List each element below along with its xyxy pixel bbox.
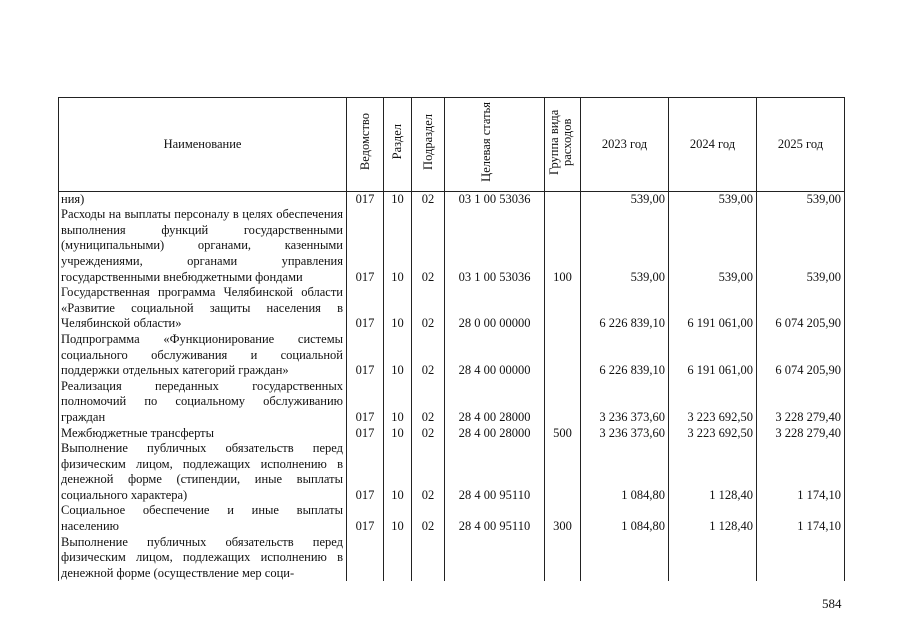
- row-subsection: 02: [412, 332, 445, 379]
- row-expense-group: [545, 191, 581, 207]
- row-target-article: 28 0 00 00000: [445, 285, 545, 332]
- row-subsection: 02: [412, 285, 445, 332]
- row-department: 017: [347, 191, 384, 207]
- row-subsection: 02: [412, 426, 445, 442]
- row-expense-group: [545, 285, 581, 332]
- row-section: 10: [384, 191, 412, 207]
- header-section: Раздел: [384, 98, 412, 192]
- header-year-2023: 2023 год: [581, 98, 669, 192]
- row-department: 017: [347, 379, 384, 426]
- row-subsection: 02: [412, 379, 445, 426]
- row-expense-group: 500: [545, 426, 581, 442]
- row-expense-group: [545, 379, 581, 426]
- row-target-article: 03 1 00 53036: [445, 207, 545, 285]
- row-2024: 539,00: [669, 191, 757, 207]
- row-2025: 3 228 279,40: [757, 379, 845, 426]
- table-row: [59, 207, 845, 285]
- row-name: Реализация переданных государственных полномочий по социальному обслуживанию граждан: [59, 379, 347, 426]
- row-name: ния): [59, 191, 347, 207]
- row-name: Государственная программа Челябинской области «Развитие социальной защиты населения в Челябинской области»: [59, 285, 347, 332]
- row-2025: 3 228 279,40: [757, 426, 845, 442]
- row-2025: 539,00: [757, 207, 845, 285]
- row-expense-group: 100: [545, 207, 581, 285]
- table-row: [59, 426, 845, 442]
- row-2025: [757, 535, 845, 582]
- row-expense-group: [545, 535, 581, 582]
- row-2024: 3 223 692,50: [669, 426, 757, 442]
- row-subsection: 02: [412, 191, 445, 207]
- row-section: 10: [384, 285, 412, 332]
- row-2024: 3 223 692,50: [669, 379, 757, 426]
- row-2024: 6 191 061,00: [669, 332, 757, 379]
- row-target-article: 28 4 00 28000: [445, 426, 545, 442]
- table-row: [59, 285, 845, 332]
- table-row: [59, 191, 845, 207]
- row-2025: 6 074 205,90: [757, 285, 845, 332]
- table-row: [59, 535, 845, 582]
- row-target-article: 03 1 00 53036: [445, 191, 545, 207]
- row-target-article: 28 4 00 28000: [445, 379, 545, 426]
- row-2024: 6 191 061,00: [669, 285, 757, 332]
- row-expense-group: [545, 441, 581, 503]
- row-2024: 539,00: [669, 207, 757, 285]
- row-section: 10: [384, 207, 412, 285]
- row-2023: 539,00: [581, 207, 669, 285]
- row-subsection: 02: [412, 503, 445, 534]
- row-expense-group: [545, 332, 581, 379]
- row-target-article: 28 4 00 00000: [445, 332, 545, 379]
- header-expense-group: Группа вида расходов: [545, 98, 581, 192]
- row-2025: 1 174,10: [757, 441, 845, 503]
- header-subsection: Подраздел: [412, 98, 445, 192]
- row-target-article: 28 4 00 95110: [445, 503, 545, 534]
- page-number: 584: [822, 596, 842, 611]
- row-section: 10: [384, 379, 412, 426]
- header-name: Наименование: [59, 98, 347, 192]
- row-2024: [669, 535, 757, 582]
- budget-table: [58, 97, 845, 581]
- table-row: [59, 332, 845, 379]
- row-department: [347, 535, 384, 582]
- row-subsection: 02: [412, 207, 445, 285]
- row-2023: 6 226 839,10: [581, 332, 669, 379]
- row-2023: [581, 535, 669, 582]
- row-name: Межбюджетные трансферты: [59, 426, 347, 442]
- row-2024: 1 128,40: [669, 441, 757, 503]
- header-year-2025: 2025 год: [757, 98, 845, 192]
- row-2023: 1 084,80: [581, 441, 669, 503]
- header-department: Ведомство: [347, 98, 384, 192]
- row-subsection: 02: [412, 441, 445, 503]
- row-2025: 539,00: [757, 191, 845, 207]
- row-2023: 1 084,80: [581, 503, 669, 534]
- row-name: Социальное обеспечение и иные выплаты населению: [59, 503, 347, 534]
- row-department: 017: [347, 426, 384, 442]
- row-department: 017: [347, 207, 384, 285]
- row-name: Выполнение публичных обязательств перед физическим лицом, подлежащих исполнению в денежной форме (стипендии, иные выплаты социального характера): [59, 441, 347, 503]
- row-section: 10: [384, 332, 412, 379]
- row-name: Подпрограмма «Функционирование системы социального обслуживания и социальной поддержки отдельных категорий граждан»: [59, 332, 347, 379]
- row-2024: 1 128,40: [669, 503, 757, 534]
- row-section: [384, 535, 412, 582]
- row-2023: 539,00: [581, 191, 669, 207]
- row-department: 017: [347, 285, 384, 332]
- header-row: [59, 98, 845, 192]
- row-2025: 6 074 205,90: [757, 332, 845, 379]
- row-department: 017: [347, 332, 384, 379]
- row-2023: 3 236 373,60: [581, 379, 669, 426]
- row-section: 10: [384, 441, 412, 503]
- row-target-article: [445, 535, 545, 582]
- row-section: 10: [384, 503, 412, 534]
- row-2023: 6 226 839,10: [581, 285, 669, 332]
- row-2025: 1 174,10: [757, 503, 845, 534]
- row-2023: 3 236 373,60: [581, 426, 669, 442]
- header-year-2024: 2024 год: [669, 98, 757, 192]
- row-subsection: [412, 535, 445, 582]
- header-target-article: Целевая статья: [445, 98, 545, 192]
- table-row: [59, 379, 845, 426]
- row-expense-group: 300: [545, 503, 581, 534]
- row-department: 017: [347, 441, 384, 503]
- row-department: 017: [347, 503, 384, 534]
- row-section: 10: [384, 426, 412, 442]
- table-row: [59, 503, 845, 534]
- table-row: [59, 441, 845, 503]
- row-name: Выполнение публичных обязательств перед физическим лицом, подлежащих исполнению в денежной форме (осуществление мер соци-: [59, 535, 347, 582]
- row-target-article: 28 4 00 95110: [445, 441, 545, 503]
- row-name: Расходы на выплаты персоналу в целях обеспечения выполнения функций государственными (муниципальными) органами, казенными учреждениями, органами управления государственными внебюджетными фондами: [59, 207, 347, 285]
